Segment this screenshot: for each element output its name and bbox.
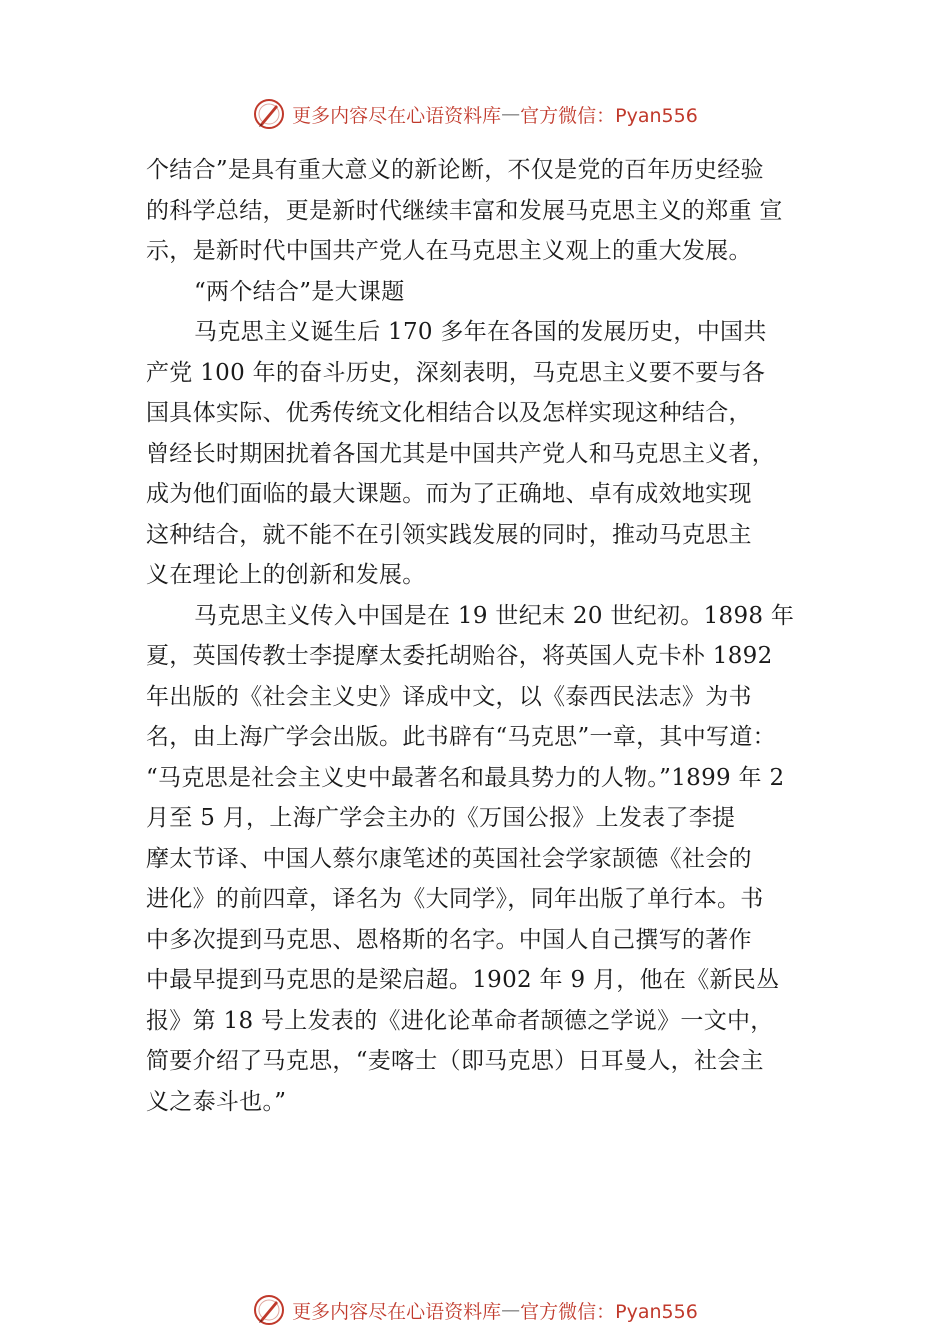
watermark-dash: —	[501, 103, 521, 125]
watermark-brand: 更多内容尽在心语资料库	[292, 104, 502, 127]
text-line: 夏，英国传教士李提摩太委托胡贻谷，将英国人克卡朴 1892	[146, 643, 773, 669]
text-line: 马克思主义传入中国是在 19 世纪末 20 世纪初。1898 年	[194, 602, 795, 629]
header-watermark	[0, 94, 950, 134]
quill-seal-icon	[252, 1293, 286, 1327]
quill-seal-icon	[252, 97, 286, 131]
watermark-contact: 官方微信：Pyan556	[520, 104, 698, 127]
text-line: 产党 100 年的奋斗历史，深刻表明，马克思主义要不要与各	[146, 359, 766, 386]
watermark-dash: —	[501, 1299, 521, 1321]
text-line: 月至 5 月，上海广学会主办的《万国公报》上发表了李提	[146, 805, 736, 831]
text-line: 马克思主义诞生后 170 多年在各国的发展历史，中国共	[194, 319, 767, 345]
text-line: “马克思是社会主义史中最著名和最具势力的人物。”1899 年 2	[146, 764, 785, 791]
text-line: 简要介绍了马克思，“麦喀士（即马克思）日耳曼人，社会主	[146, 1048, 764, 1074]
text-line: 报》第 18 号上发表的《进化论革命者颉德之学说》一文中，	[146, 1007, 774, 1034]
text-line: 曾经长时期困扰着各国尤其是中国共产党人和马克思主义者，	[146, 440, 776, 467]
text-line: 个结合”是具有重大意义的新论断，不仅是党的百年历史经验	[146, 157, 764, 183]
text-line: 中最早提到马克思的是梁启超。1902 年 9 月，他在《新民丛	[146, 967, 780, 993]
footer-watermark	[0, 1290, 950, 1330]
watermark-contact: 官方微信：Pyan556	[520, 1300, 698, 1323]
text-line: 年出版的《社会主义史》译成中文，以《泰西民法志》为书	[146, 683, 752, 710]
text-line: 国具体实际、优秀传统文化相结合以及怎样实现这种结合，	[146, 400, 752, 426]
text-line: “两个结合”是大课题	[194, 278, 405, 305]
text-line: 这种结合，就不能不在引领实践发展的同时，推动马克思主	[146, 521, 752, 548]
text-line: 摩太节译、中国人蔡尔康笔述的英国社会学家颉德《社会的	[146, 845, 752, 872]
text-line: 进化》的前四章，译名为《大同学》，同年出版了单行本。书	[146, 886, 764, 912]
document-body	[146, 150, 808, 1122]
text-line: 义之泰斗也。”	[146, 1088, 287, 1115]
text-line: 的科学总结，更是新时代继续丰富和发展马克思主义的郑重 宣	[146, 197, 783, 224]
watermark-brand: 更多内容尽在心语资料库	[292, 1300, 502, 1323]
text-line: 示，是新时代中国共产党人在马克思主义观上的重大发展。	[146, 238, 752, 264]
text-line: 中多次提到马克思、恩格斯的名字。中国人自己撰写的著作	[146, 926, 752, 953]
text-line: 成为他们面临的最大课题。而为了正确地、卓有成效地实现	[146, 481, 752, 507]
text-line: 名，由上海广学会出版。此书辟有“马克思”一章，其中写道：	[146, 724, 776, 750]
text-line: 义在理论上的创新和发展。	[146, 562, 426, 588]
